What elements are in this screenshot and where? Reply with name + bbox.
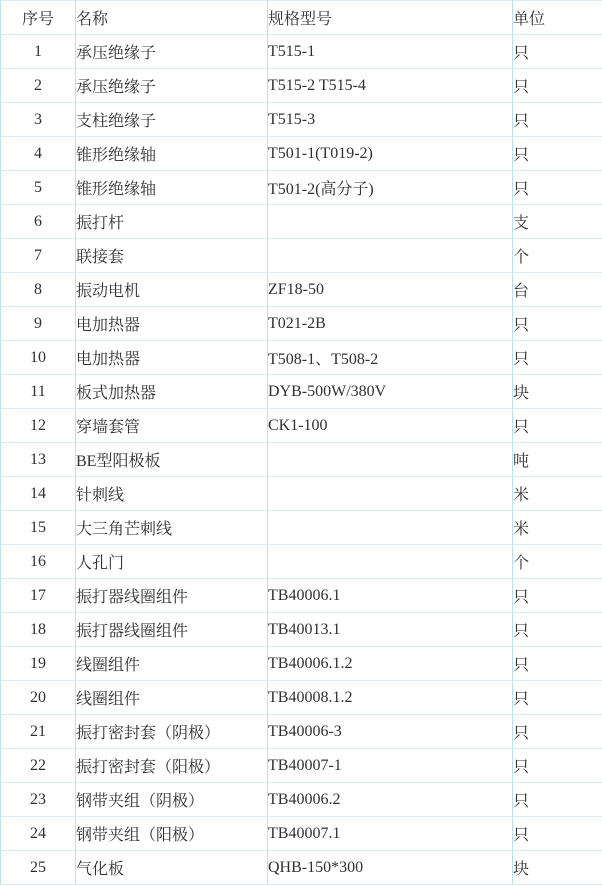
- cell-spec: T515-3: [268, 103, 513, 137]
- cell-spec: TB40013.1: [268, 613, 513, 647]
- cell-no: 23: [1, 783, 76, 817]
- table-row: [1, 477, 602, 511]
- cell-name: 钢带夹组（阳极）: [76, 817, 268, 851]
- cell-name: 振打密封套（阳极）: [76, 749, 268, 783]
- cell-name: 支柱绝缘子: [76, 103, 268, 137]
- cell-no: 17: [1, 579, 76, 613]
- cell-no: 14: [1, 477, 76, 511]
- table-row: [1, 545, 602, 579]
- table-row: [1, 273, 602, 307]
- cell-no: 15: [1, 511, 76, 545]
- cell-name: 锥形绝缘轴: [76, 171, 268, 205]
- table-row: [1, 137, 602, 171]
- cell-unit: 只: [513, 409, 602, 443]
- cell-spec: [268, 443, 513, 477]
- cell-name: 板式加热器: [76, 375, 268, 409]
- cell-name: 针刺线: [76, 477, 268, 511]
- table-row: [1, 239, 602, 273]
- cell-spec: TB40008.1.2: [268, 681, 513, 715]
- cell-no: 5: [1, 171, 76, 205]
- table-row: [1, 375, 602, 409]
- table-row: [1, 409, 602, 443]
- cell-name: BE型阳极板: [76, 443, 268, 477]
- cell-spec: T508-1、T508-2: [268, 341, 513, 375]
- cell-unit: 只: [513, 613, 602, 647]
- cell-no: 19: [1, 647, 76, 681]
- cell-no: 1: [1, 35, 76, 69]
- column-header-name: 名称: [76, 1, 268, 35]
- cell-unit: 只: [513, 715, 602, 749]
- cell-spec: [268, 511, 513, 545]
- cell-no: 9: [1, 307, 76, 341]
- cell-unit: 块: [513, 851, 602, 885]
- cell-unit: 只: [513, 817, 602, 851]
- cell-no: 2: [1, 69, 76, 103]
- cell-spec: T515-2 T515-4: [268, 69, 513, 103]
- cell-name: 穿墙套管: [76, 409, 268, 443]
- cell-spec: T501-1(T019-2): [268, 137, 513, 171]
- cell-unit: 块: [513, 375, 602, 409]
- cell-no: 22: [1, 749, 76, 783]
- cell-unit: 台: [513, 273, 602, 307]
- cell-unit: 只: [513, 69, 602, 103]
- cell-name: 气化板: [76, 851, 268, 885]
- table-row: [1, 817, 602, 851]
- cell-unit: 只: [513, 783, 602, 817]
- table-row: [1, 783, 602, 817]
- cell-spec: QHB-150*300: [268, 851, 513, 885]
- cell-spec: [268, 545, 513, 579]
- cell-unit: 吨: [513, 443, 602, 477]
- cell-unit: 支: [513, 205, 602, 239]
- cell-spec: [268, 477, 513, 511]
- cell-spec: TB40007-1: [268, 749, 513, 783]
- cell-name: 振打器线圈组件: [76, 613, 268, 647]
- cell-unit: 只: [513, 341, 602, 375]
- table-row: [1, 103, 602, 137]
- cell-unit: 只: [513, 307, 602, 341]
- table-row: [1, 851, 602, 885]
- cell-name: 联接套: [76, 239, 268, 273]
- table-row: [1, 715, 602, 749]
- cell-spec: [268, 239, 513, 273]
- table-row: [1, 341, 602, 375]
- parts-table-body: [1, 35, 602, 885]
- cell-name: 锥形绝缘轴: [76, 137, 268, 171]
- cell-name: 大三角芒刺线: [76, 511, 268, 545]
- cell-spec: CK1-100: [268, 409, 513, 443]
- table-row: [1, 647, 602, 681]
- cell-name: 承压绝缘子: [76, 35, 268, 69]
- cell-unit: 米: [513, 477, 602, 511]
- cell-name: 振打器线圈组件: [76, 579, 268, 613]
- cell-no: 12: [1, 409, 76, 443]
- cell-unit: 只: [513, 137, 602, 171]
- cell-no: 20: [1, 681, 76, 715]
- cell-unit: 个: [513, 239, 602, 273]
- table-row: [1, 681, 602, 715]
- table-row: [1, 69, 602, 103]
- column-header-unit: 单位: [513, 1, 602, 35]
- cell-name: 电加热器: [76, 341, 268, 375]
- cell-spec: [268, 205, 513, 239]
- cell-spec: TB40007.1: [268, 817, 513, 851]
- cell-no: 7: [1, 239, 76, 273]
- cell-no: 21: [1, 715, 76, 749]
- cell-spec: TB40006.1: [268, 579, 513, 613]
- cell-unit: 个: [513, 545, 602, 579]
- cell-unit: 只: [513, 579, 602, 613]
- cell-no: 16: [1, 545, 76, 579]
- table-row: [1, 205, 602, 239]
- table-row: [1, 749, 602, 783]
- cell-name: 振动电机: [76, 273, 268, 307]
- header-row: [1, 1, 602, 35]
- cell-name: 线圈组件: [76, 681, 268, 715]
- cell-spec: ZF18-50: [268, 273, 513, 307]
- cell-no: 4: [1, 137, 76, 171]
- cell-unit: 只: [513, 171, 602, 205]
- cell-spec: TB40006-3: [268, 715, 513, 749]
- cell-unit: 只: [513, 681, 602, 715]
- cell-spec: T515-1: [268, 35, 513, 69]
- cell-unit: 只: [513, 749, 602, 783]
- table-row: [1, 613, 602, 647]
- cell-spec: DYB-500W/380V: [268, 375, 513, 409]
- cell-spec: TB40006.1.2: [268, 647, 513, 681]
- cell-name: 电加热器: [76, 307, 268, 341]
- cell-unit: 只: [513, 647, 602, 681]
- cell-name: 振打杆: [76, 205, 268, 239]
- cell-no: 24: [1, 817, 76, 851]
- cell-name: 振打密封套（阴极）: [76, 715, 268, 749]
- cell-spec: T501-2(高分子): [268, 171, 513, 205]
- cell-no: 11: [1, 375, 76, 409]
- cell-no: 13: [1, 443, 76, 477]
- cell-no: 6: [1, 205, 76, 239]
- table-row: [1, 307, 602, 341]
- cell-name: 钢带夹组（阴极）: [76, 783, 268, 817]
- cell-name: 承压绝缘子: [76, 69, 268, 103]
- cell-name: 线圈组件: [76, 647, 268, 681]
- cell-spec: TB40006.2: [268, 783, 513, 817]
- cell-unit: 米: [513, 511, 602, 545]
- table-row: [1, 579, 602, 613]
- cell-unit: 只: [513, 103, 602, 137]
- table-row: [1, 35, 602, 69]
- table-row: [1, 171, 602, 205]
- table-row: [1, 511, 602, 545]
- column-header-no: 序号: [1, 1, 76, 35]
- cell-no: 18: [1, 613, 76, 647]
- cell-unit: 只: [513, 35, 602, 69]
- cell-no: 3: [1, 103, 76, 137]
- cell-no: 25: [1, 851, 76, 885]
- cell-no: 10: [1, 341, 76, 375]
- cell-spec: T021-2B: [268, 307, 513, 341]
- cell-name: 人孔门: [76, 545, 268, 579]
- column-header-spec: 规格型号: [268, 1, 513, 35]
- table-row: [1, 443, 602, 477]
- parts-table-header: [1, 1, 602, 35]
- cell-no: 8: [1, 273, 76, 307]
